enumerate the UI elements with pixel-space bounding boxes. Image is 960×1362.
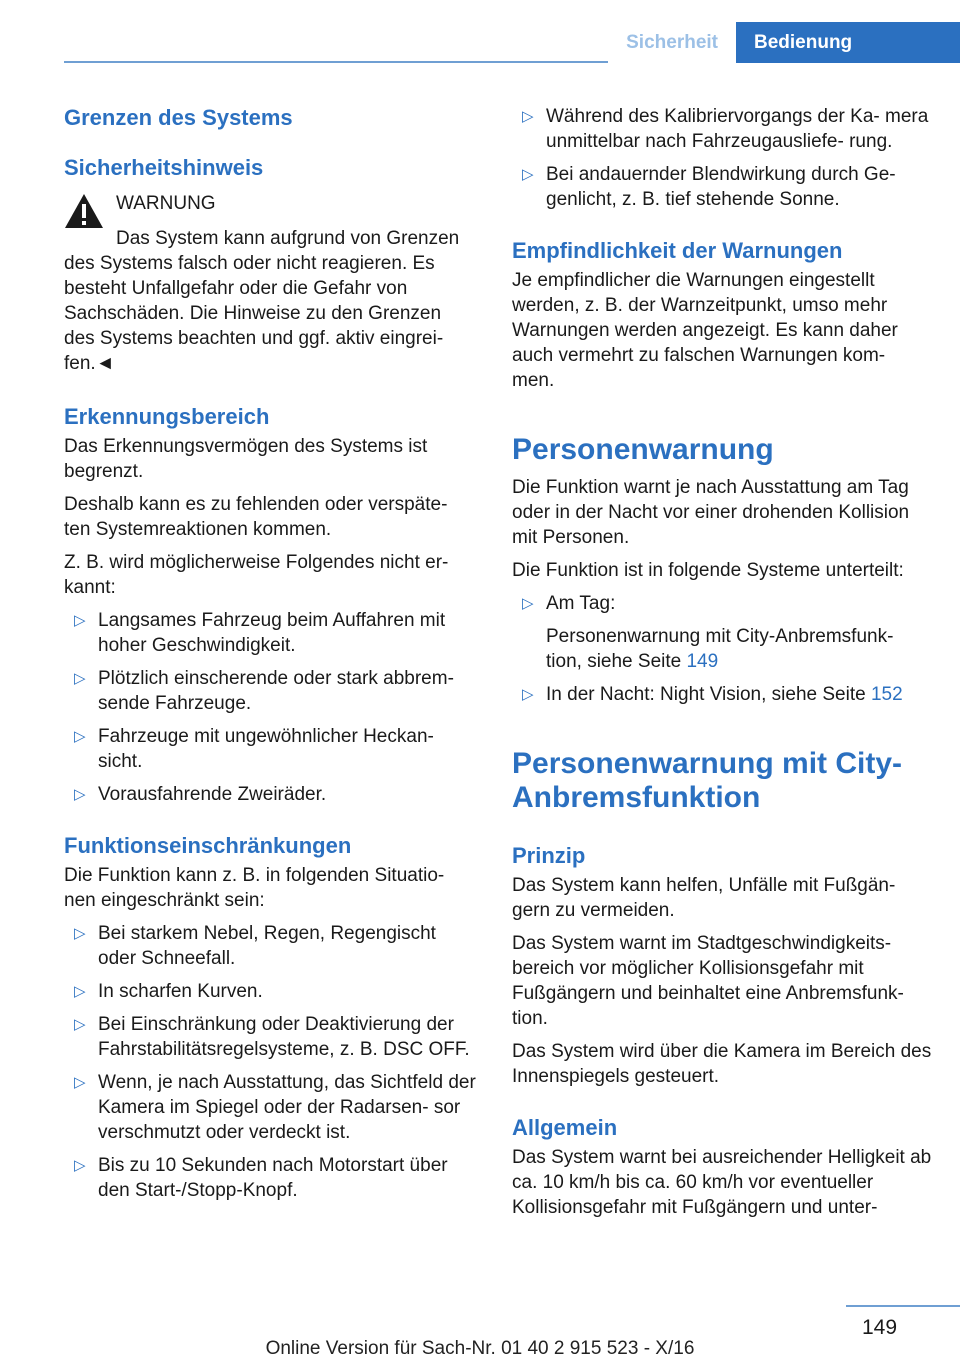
heading-city-anbremsfunktion: Personenwarnung mit City- Anbremsfunktion [512,747,903,814]
list-item: ▷ In scharfen Kurven. [64,979,476,1004]
paragraph-prinzip1: Das System kann helfen, Unfälle mit Fußgän‐ gern zu vermeiden. [512,875,896,921]
triangle-bullet-icon: ▷ [74,786,86,803]
page-number: 149 [862,1316,898,1339]
list-item: ▷ Bis zu 10 Sekunden nach Motorstart über den Start-/Stopp-Knopf. [64,1153,476,1203]
paragraph-person1: Die Funktion warnt je nach Ausstattung am Tag oder in der Nacht vor einer drohenden Kollision mit Personen. [512,477,910,548]
list-continued [512,104,932,212]
list-nicht-erkannt [64,608,476,807]
list-item: ▷ Wenn, je nach Ausstattung, das Sichtfeld der Kamera im Spiegel oder der Radarsen‐ sor verschmutzt oder verdeckt ist. [64,1070,476,1145]
triangle-bullet-icon: ▷ [522,595,534,612]
triangle-bullet-icon: ▷ [74,983,86,1000]
heading-funktionseinschraenkungen: Funktionseinschränkungen [64,833,352,858]
list-item: ▷ Fahrzeuge mit ungewöhnlicher Heckan‐ sicht. [64,724,476,774]
paragraph-funktion: Die Funktion kann z. B. in folgenden Situatio‐ nen eingeschränkt sein: [64,865,445,911]
heading-allgemein: Allgemein [512,1115,618,1140]
warning-icon [64,193,104,229]
paragraph-empfindlichkeit: Je empfindlicher die Warnungen eingestellt werden, z. B. der Warnzeitpunkt, umso mehr Warnungen werden angezeigt. Es kann daher auch vermehrt zu falschen Warnungen kom‐ men. [512,270,898,391]
triangle-bullet-icon: ▷ [522,166,534,183]
triangle-bullet-icon: ▷ [74,925,86,942]
list-systeme [512,591,932,707]
heading-grenzen: Grenzen des Systems [64,105,293,130]
heading-erkennungsbereich: Erkennungsbereich [64,404,270,429]
warning-box [64,191,476,239]
footer-version-text: Online Version für Sach-Nr. 01 40 2 915 523 - X/16 [265,1338,695,1359]
triangle-bullet-icon: ▷ [74,1016,86,1033]
paragraph-erkennung: Das Erkennungsvermögen des Systems ist begrenzt. [64,436,428,482]
list-funktion [64,921,476,1203]
list-item-nacht: ▷ In der Nacht: Night Vision, siehe Seite 152 [512,682,932,707]
heading-personenwarnung: Personenwarnung [512,433,774,466]
paragraph-prinzip3: Das System wird über die Kamera im Bereich des Innenspiegels gesteuert. [512,1041,932,1087]
triangle-bullet-icon: ▷ [74,1074,86,1091]
page-link-149[interactable]: 149 [686,651,719,672]
page-link-152[interactable]: 152 [870,684,903,705]
triangle-bullet-icon: ▷ [74,728,86,745]
heading-empfindlichkeit: Empfindlichkeit der Warnungen [512,238,843,263]
list-item: ▷ Bei andauernder Blendwirkung durch Ge‐ genlicht, z. B. tief stehende Sonne. [512,162,932,212]
paragraph-zb: Z. B. wird möglicherweise Folgendes nicht er‐ kannt: [64,552,449,598]
list-item: ▷ Plötzlich einscherende oder stark abbrem‐ sende Fahrzeuge. [64,666,476,716]
list-item: ▷ Vorausfahrende Zweiräder. [64,782,476,807]
list-item-tag: ▷ Am Tag: Personenwarnung mit City-Anbremsfunk‐ tion, siehe Seite 149 [512,591,932,674]
tab-sicherheit[interactable]: Sicherheit [608,22,736,63]
triangle-bullet-icon: ▷ [74,670,86,687]
paragraph-allgemein: Das System warnt bei ausreichender Helligkeit ab ca. 10 km/h bis ca. 60 km/h vor eventueller Kollisionsgefahr mit Fußgängern und unter‐ [512,1147,932,1218]
list-item: ▷ Langsames Fahrzeug beim Auffahren mit hoher Geschwindigkeit. [64,608,476,658]
warning-text: Das System kann aufgrund von Grenzen des Systems falsch oder nicht reagieren. Es besteht Unfallgefahr oder die Gefahr von Sachschäden. Die Hinweise zu den Grenzen des Systems beachten und ggf. aktiv eingrei‐ fen.◄ [64,228,460,374]
paragraph-person2: Die Funktion ist in folgende Systeme unterteilt: [512,560,904,581]
heading-prinzip: Prinzip [512,843,586,868]
tab-bedienung[interactable]: Bedienung [736,22,960,63]
right-column [512,101,932,1220]
list-item: ▷ Während des Kalibriervorgangs der Ka‐ mera unmittelbar nach Fahrzeugausliefe‐ rung. [512,104,932,154]
list-item: ▷ Bei Einschränkung oder Deaktivierung der Fahrstabilitätsregelsysteme, z. B. DSC OFF. [64,1012,476,1062]
section-tabs [608,22,960,63]
triangle-bullet-icon: ▷ [522,108,534,125]
footer-rule [846,1305,960,1307]
triangle-bullet-icon: ▷ [522,686,534,703]
paragraph-deshalb: Deshalb kann es zu fehlenden oder verspäte‐ ten Systemreaktionen kommen. [64,494,448,540]
list-item: ▷ Bei starkem Nebel, Regen, Regengischt oder Schneefall. [64,921,476,971]
triangle-bullet-icon: ▷ [74,612,86,629]
heading-sicherheitshinweis: Sicherheitshinweis [64,155,264,180]
warning-title: WARNUNG [116,193,216,214]
triangle-bullet-icon: ▷ [74,1157,86,1174]
left-column [64,101,476,1203]
paragraph-prinzip2: Das System warnt im Stadtgeschwindigkeits‐ bereich vor möglicher Kollisionsgefahr mit Fußgängern und beinhaltet eine Anbremsfunk‐ tion. [512,933,904,1029]
